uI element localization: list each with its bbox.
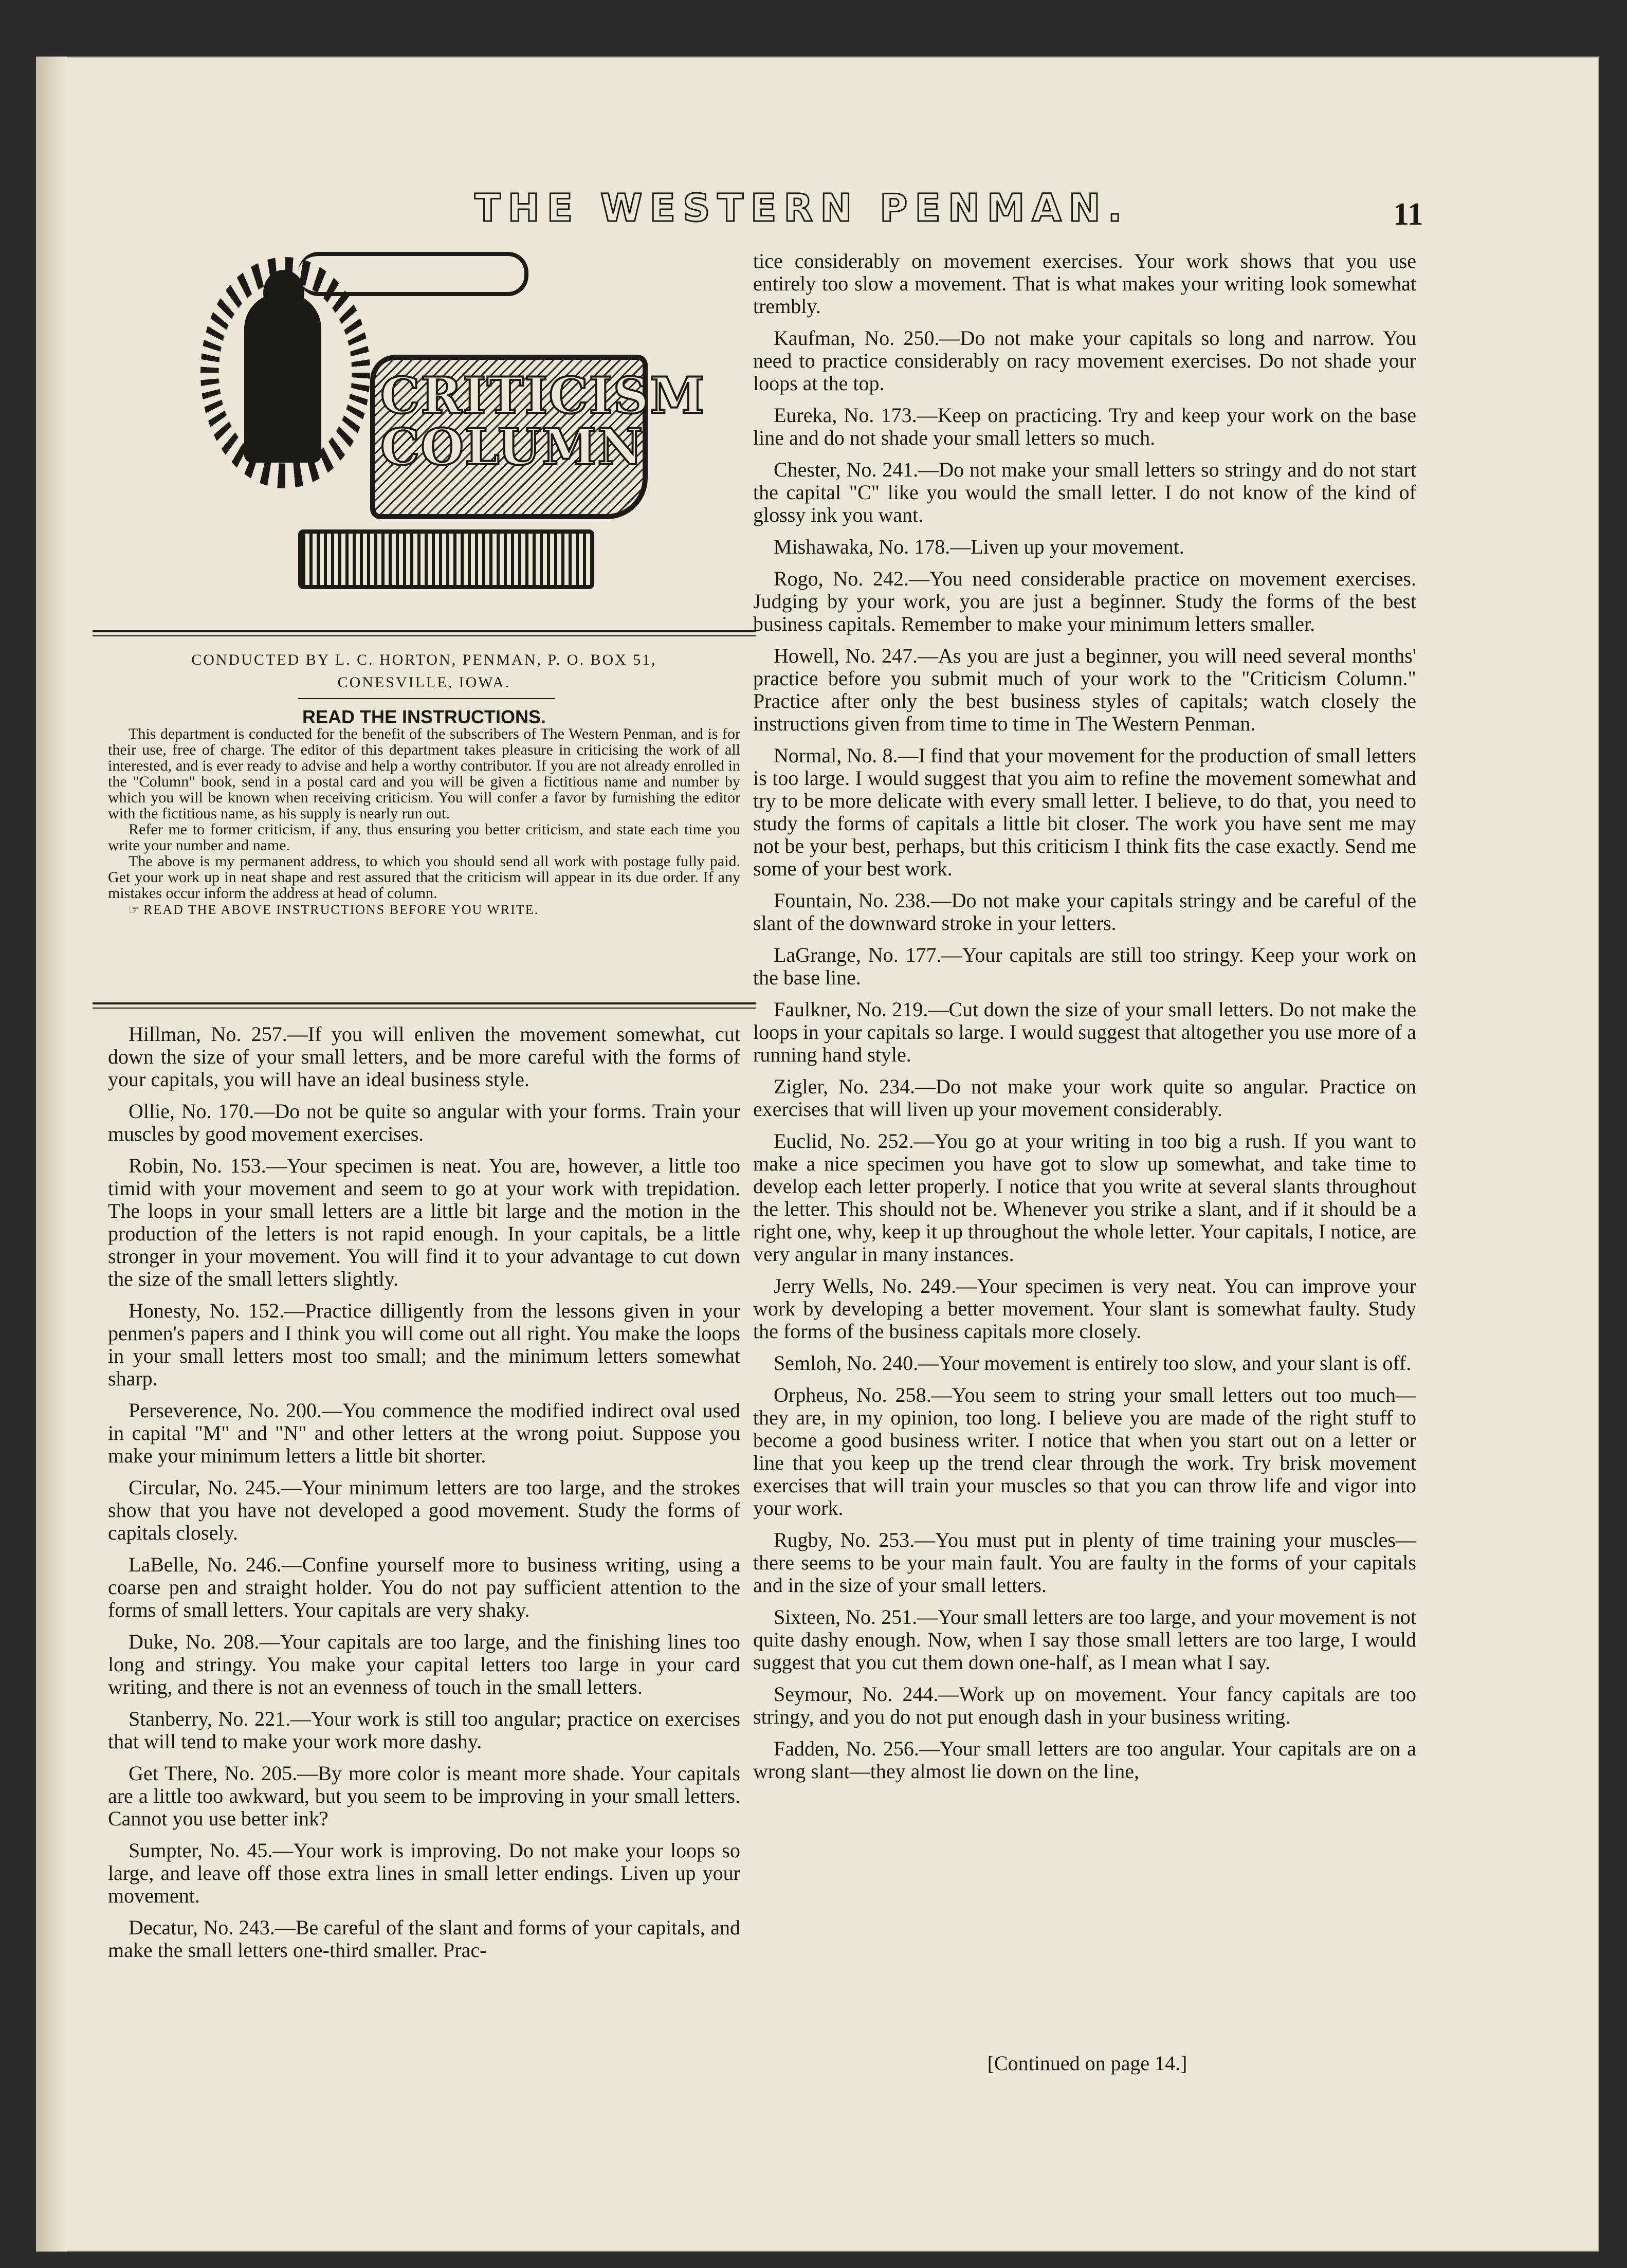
page-spine-shadow <box>36 57 67 2252</box>
continued-note: [Continued on page 14.] <box>987 2052 1187 2075</box>
criticism-entry: Honesty, No. 152.—Practice dilligently from the lessons given in your penmen's papers and I think you will come out all right. You make the loops in your small letters most too small; and the minimum letters somewhat sharp. <box>108 1299 740 1390</box>
criticism-entry: LaBelle, No. 246.—Confine yourself more to business writing, using a coarse pen and straight holder. You do not pay sufficient attention to the forms of small letters. Your capitals are very shaky. <box>108 1553 740 1621</box>
criticism-entry: Kaufman, No. 250.—Do not make your capitals so long and narrow. You need to practice considerably on racy movement exercises. Do not shade your loops at the top. <box>753 326 1416 395</box>
short-divider <box>298 698 555 699</box>
instructions-paragraph: Refer me to former criticism, if any, thus ensuring you better criticism, and state each time you write your number and name. <box>108 821 740 854</box>
criticism-entry: Howell, No. 247.—As you are just a beginner, you will need several months' practice before you submit much of your work to the "Criticism Column." Practice after only the best business styles of capitals; watch closely the instructions given from time to time in The Western Penman. <box>753 644 1416 735</box>
criticism-entry: Rugby, No. 253.—You must put in plenty of time training your muscles—there seems to be your main fault. You are faulty in the forms of your capitals and in the size of your small letters. <box>753 1528 1416 1597</box>
criticism-entry: Stanberry, No. 221.—Your work is still too angular; practice on exercises that will tend to make your work more dashy. <box>108 1707 740 1753</box>
running-title: THE WESTERN PENMAN. <box>474 186 1129 230</box>
instructions-title: READ THE INSTRUCTIONS. <box>302 706 546 727</box>
criticism-entry: LaGrange, No. 177.—Your capitals are still too stringy. Keep your work on the base line. <box>753 943 1416 989</box>
penman-figure-illustration <box>244 293 321 463</box>
right-column <box>753 250 1416 1792</box>
instructions-footer-text: READ THE ABOVE INSTRUCTIONS BEFORE YOU WRITE. <box>143 902 539 917</box>
criticism-entry: Sumpter, No. 45.—Your work is improving. Do not make your loops so large, and leave off those extra lines in small letter endings. Liven up your movement. <box>108 1839 740 1907</box>
pointing-hand-icon: ☞ <box>129 903 140 917</box>
criticism-entry: Jerry Wells, No. 249.—Your specimen is very neat. You can improve your work by developing a better movement. Your slant is somewhat faulty. Study the forms of the business capitals more closely. <box>753 1274 1416 1343</box>
logo-base-ornament <box>298 529 594 589</box>
criticism-entry: Eureka, No. 173.—Keep on practicing. Try and keep your work on the base line and do not shade your small letters so much. <box>753 404 1416 449</box>
logo-lettering <box>380 367 706 476</box>
conducted-by-line1: CONDUCTED BY L. C. HORTON, PENMAN, P. O. BOX 51, <box>191 651 657 668</box>
criticism-entry: Hillman, No. 257.—If you will enliven the movement somewhat, cut down the size of your small letters, and be more careful with the forms of your capitals, you will have an ideal business style. <box>108 1022 740 1091</box>
criticism-column-logo <box>195 242 706 612</box>
criticism-entry: Euclid, No. 252.—You go at your writing in too big a rush. If you want to make a nice specimen you have got to slow up somewhat, and take time to develop each letter properly. I notice that you write at several slants throughout the letter. This should not be. Whenever you strike a slant, and if it should be a right one, why, keep it up throughout the whole letter. Your capitals, I notice, are very angular in many instances. <box>753 1129 1416 1266</box>
logo-line2: COLUMN <box>380 418 644 476</box>
criticism-entry: Ollie, No. 170.—Do not be quite so angular with your forms. Train your muscles by good movement exercises. <box>108 1100 740 1145</box>
criticism-entry: Sixteen, No. 251.—Your small letters are too large, and your movement is not quite dashy enough. Now, when I say those small letters are too large, I would suggest that you cut them down one-half, as I mean what I say. <box>753 1605 1416 1674</box>
criticism-entry: Orpheus, No. 258.—You seem to string your small letters out too much—they are, in my opinion, too long. I believe you are made of the right stuff to become a good business writer. I notice that when you start out on a letter or line that you keep up the trend clear through the work. Try brisk movement exercises that will train your muscles so that you can throw life and vigor into your work. <box>753 1383 1416 1520</box>
criticism-entry: Normal, No. 8.—I find that your movement for the production of small letters is too large. I would suggest that you aim to refine the movement somewhat and try to be more delicate with every small letter. I believe, to do that, you need to study the forms of capitals a little bit closer. The work you have sent me may not be your best, perhaps, but this criticism I think fits the case exactly. Send me some of your best work. <box>753 744 1416 880</box>
section-rule-bottom <box>93 1002 756 1004</box>
instructions-paragraph: This department is conducted for the benefit of the subscribers of The Western Penman, and is for their use, free of charge. The editor of this department takes pleasure in criticising the work of all interested, and is ever ready to advise and help a worthy contributor. If you are not already enrolled in the "Column" book, send in a postal card and you will be given a fictitious name and number by which you will be known when receiving criticism. You will confer a favor by furnishing the editor with the fictitious name, as his supply is nearly run out. <box>108 725 740 822</box>
criticism-entry: Semloh, No. 240.—Your movement is entirely too slow, and your slant is off. <box>774 1351 1412 1375</box>
criticism-entry: Get There, No. 205.—By more color is meant more shade. Your capitals are a little too awkward, but you seem to be improving in your small letters. Cannot you use better ink? <box>108 1762 740 1830</box>
conducted-by <box>108 649 740 694</box>
left-column <box>108 1023 740 1971</box>
criticism-entry: Circular, No. 245.—Your minimum letters are too large, and the strokes show that you have not developed a good movement. Study the forms of capitals closely. <box>108 1476 740 1544</box>
criticism-entry: Faulkner, No. 219.—Cut down the size of your small letters. Do not make the loops in your capitals so large. I would suggest that altogether you use more of a running hand style. <box>753 998 1416 1066</box>
criticism-entry: Fadden, No. 256.—Your small letters are too angular. Your capitals are on a wrong slant—they almost lie down on the line, <box>753 1737 1416 1783</box>
instructions-footer <box>108 901 740 918</box>
criticism-entry: Rogo, No. 242.—You need considerable practice on movement exercises. Judging by your work, you are just a beginner. Study the forms of the best business capitals. Remember to make your minimum letters smaller. <box>753 567 1416 635</box>
criticism-entry: Seymour, No. 244.—Work up on movement. Your fancy capitals are too stringy, and you do not put enough dash in your business writing. <box>753 1682 1416 1728</box>
criticism-entry: Decatur, No. 243.—Be careful of the slant and forms of your capitals, and make the small letters one-third smaller. Prac- <box>108 1916 740 1962</box>
criticism-entry: Duke, No. 208.—Your capitals are too large, and the finishing lines too long and stringy. You make your capital letters too large in your card writing, and there is not an evenness of touch in the small letters. <box>108 1630 740 1698</box>
criticism-entry: Fountain, No. 238.—Do not make your capitals stringy and be careful of the slant of the downward stroke in your letters. <box>753 889 1416 935</box>
criticism-entry-continued: tice considerably on movement exercises. Your work shows that you use entirely too slow a movement. That is what makes your writing look somewhat trembly. <box>753 249 1416 318</box>
instructions-paragraph: The above is my permanent address, to which you should send all work with postage fully paid. Get your work up in neat shape and rest assured that the criticism will appear in its due order. If any mistakes occur inform the address at head of column. <box>108 853 740 902</box>
criticism-entry: Zigler, No. 234.—Do not make your work quite so angular. Practice on exercises that will liven up your movement considerably. <box>753 1075 1416 1121</box>
section-rule-top-thin <box>93 635 756 636</box>
section-rule-top <box>93 630 756 632</box>
page-number: 11 <box>1393 197 1423 232</box>
criticism-entry: Perseverence, No. 200.—You commence the modified indirect oval used in capital "M" and "N" and other letters at the wrong poiut. Suppose you make your minimum letters a little bit shorter. <box>108 1399 740 1467</box>
ribbon-scroll-ornament <box>298 252 528 296</box>
criticism-entry: Robin, No. 153.—Your specimen is neat. You are, however, a little too timid with your movement and seem to go at your work with trepidation. The loops in your small letters are a little bit large and the motion in the production of the letters is not rapid enough. In your capitals, be a little stronger in your movement. You will find it to your advantage to cut down the size of the small letters slightly. <box>108 1154 740 1290</box>
section-rule-bottom-thin <box>93 1008 756 1009</box>
penman-figure-head <box>263 270 304 316</box>
conducted-by-line2: CONESVILLE, IOWA. <box>337 674 511 691</box>
logo-line1: CRITICISM <box>380 367 706 425</box>
instructions-block <box>108 726 740 918</box>
criticism-entry: Chester, No. 241.—Do not make your small letters so stringy and do not start the capital "C" like you would the small letter. I do not know of the kind of glossy ink you want. <box>753 458 1416 526</box>
criticism-entry: Mishawaka, No. 178.—Liven up your movement. <box>774 535 1184 558</box>
